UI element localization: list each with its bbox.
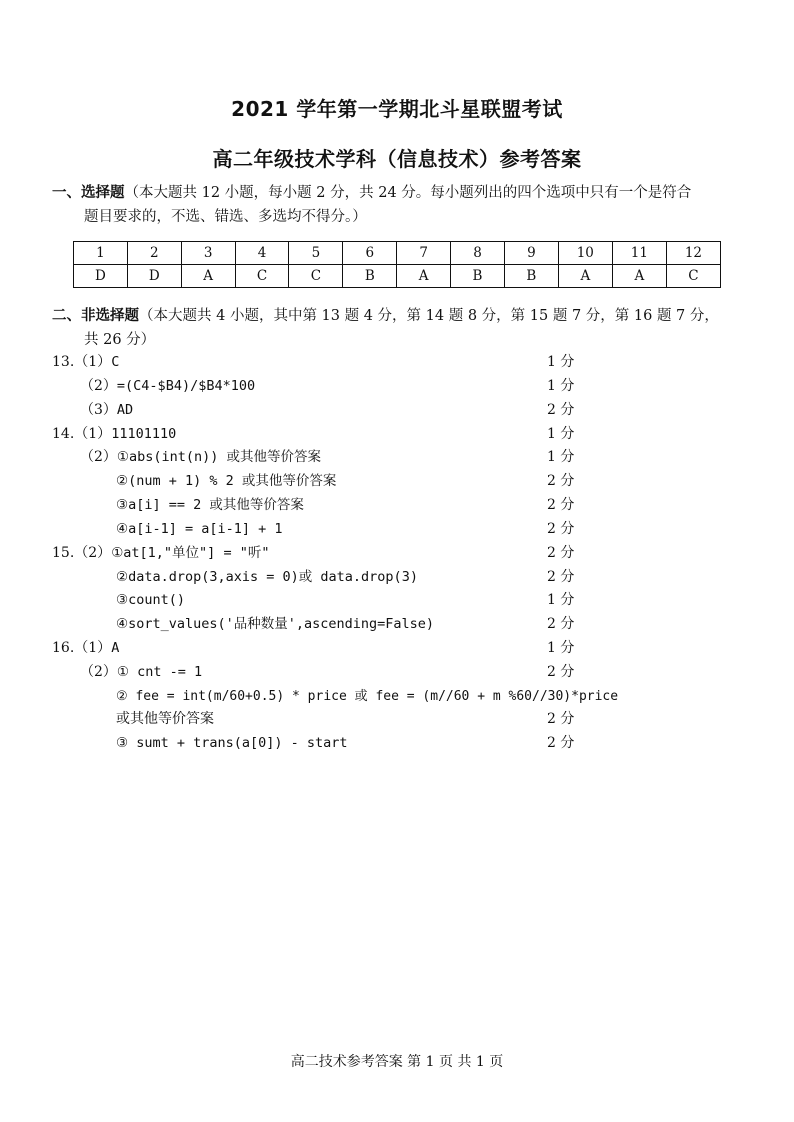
points: 2 分 (547, 402, 575, 418)
points: 2 分 (547, 664, 575, 680)
answer-cell: A (397, 265, 451, 288)
answer-text: C (111, 354, 120, 370)
answer-line (80, 374, 255, 398)
question-number: 13. (52, 354, 75, 370)
answer-text: ③count() (116, 592, 185, 608)
points: 2 分 (547, 497, 575, 513)
answer-line (80, 660, 202, 684)
section1-heading: 一、选择题 (52, 185, 125, 201)
sub-label: （2） (80, 449, 117, 465)
answer-line (52, 636, 119, 660)
page-footer: 高二技术参考答案 第 1 页 共 1 页 (290, 1054, 504, 1070)
sub-label: （2） (74, 545, 112, 561)
points: 2 分 (547, 545, 575, 561)
points: 2 分 (547, 521, 575, 537)
answer-cell: A (612, 265, 666, 288)
points: 2 分 (547, 473, 575, 489)
answer-text: 11101110 (111, 426, 177, 442)
points: 1 分 (547, 354, 575, 370)
answer-text: =(C4-$B4)/$B4*100 (116, 378, 256, 394)
section1-desc-line2: 题目要求的，不选、错选、多选均不得分。） (84, 209, 367, 225)
answer-row (74, 265, 721, 288)
answer-text: ② fee = int(m/60+0.5) * price 或 fee = (m//60 + m %60//30)*price (116, 689, 619, 704)
answer-line (116, 731, 348, 755)
answer-line (116, 612, 434, 636)
points: 1 分 (547, 640, 575, 656)
question-number-cell: 4 (235, 242, 289, 265)
points: 2 分 (547, 616, 575, 632)
answer-line (116, 707, 214, 731)
answer-text: AD (116, 402, 134, 418)
section1-intro (52, 181, 752, 229)
sub-label: （3） (80, 402, 117, 418)
answer-cell: C (235, 265, 289, 288)
answer-cell: C (666, 265, 720, 288)
answer-line (116, 493, 304, 517)
question-number: 16. (52, 640, 75, 656)
question-number-row (74, 242, 721, 265)
section2-desc-line2: 共 26 分） (84, 332, 156, 348)
answer-text: ④sort_values('品种数量',ascending=False) (116, 616, 435, 632)
answer-text: ③ sumt + trans(a[0]) - start (116, 735, 348, 751)
points: 2 分 (547, 735, 575, 751)
answer-cell: B (343, 265, 397, 288)
sub-label: （2） (80, 378, 117, 394)
question-number-cell: 2 (127, 242, 181, 265)
answer-cell: D (127, 265, 181, 288)
answer-line (116, 588, 185, 612)
answer-key-subtitle: 高二年级技术学科（信息技术）参考答案 (212, 147, 582, 171)
exam-title: 2021 学年第一学期北斗星联盟考试 (231, 97, 563, 121)
points: 1 分 (547, 378, 575, 394)
answer-line (52, 541, 269, 565)
answer-cell: A (181, 265, 235, 288)
points: 1 分 (547, 426, 575, 442)
section2-intro (52, 304, 752, 352)
answer-line (52, 350, 119, 374)
sub-label: （2） (80, 664, 117, 680)
choice-answer-table (73, 241, 721, 288)
points: 1 分 (547, 449, 575, 465)
answer-text: ②data.drop(3,axis = 0)或 data.drop(3) (116, 569, 418, 585)
answer-text: 或其他等价答案 (116, 711, 214, 727)
answer-text: ①at[1,"单位"] = "听" (111, 545, 270, 561)
answer-cell: D (74, 265, 128, 288)
answer-text: ① cnt -= 1 (116, 664, 203, 680)
answer-cell: B (451, 265, 505, 288)
section2-heading: 二、非选择题 (52, 308, 139, 324)
answer-cell: B (504, 265, 558, 288)
sub-label: （1） (74, 426, 112, 442)
answer-line (80, 445, 321, 469)
question-number-cell: 6 (343, 242, 397, 265)
sub-label: （1） (74, 354, 112, 370)
question-number-cell: 7 (397, 242, 451, 265)
answer-text: ③a[i] == 2 或其他等价答案 (116, 497, 304, 513)
answer-text: A (111, 640, 120, 656)
question-number: 14. (52, 426, 75, 442)
answer-line (116, 565, 418, 589)
answer-cell: C (289, 265, 343, 288)
question-number-cell: 10 (558, 242, 612, 265)
question-number-cell: 9 (504, 242, 558, 265)
question-number-cell: 5 (289, 242, 343, 265)
question-number-cell: 11 (612, 242, 666, 265)
sub-label: （1） (74, 640, 112, 656)
answer-cell: A (558, 265, 612, 288)
answer-line (116, 684, 618, 708)
answer-line (116, 517, 283, 541)
answer-line (52, 422, 176, 446)
question-number: 15. (52, 545, 75, 561)
answer-line (116, 469, 336, 493)
answer-text: ①abs(int(n)) 或其他等价答案 (116, 449, 322, 465)
answer-text: ④a[i-1] = a[i-1] + 1 (116, 521, 283, 537)
question-number-cell: 8 (451, 242, 505, 265)
points: 2 分 (547, 711, 575, 727)
question-number-cell: 1 (74, 242, 128, 265)
answer-text: ②(num + 1) % 2 或其他等价答案 (116, 473, 337, 489)
question-number-cell: 3 (181, 242, 235, 265)
answer-line (80, 398, 133, 422)
section2-desc-line1: （本大题共 4 小题，其中第 13 题 4 分，第 14 题 8 分，第 15 题 7 分，第 16 题 7 分， (139, 308, 719, 324)
section1-desc-line1: （本大题共 12 小题，每小题 2 分，共 24 分。每小题列出的四个选项中只有一个是符合 (124, 185, 692, 201)
points: 1 分 (547, 592, 575, 608)
question-number-cell: 12 (666, 242, 720, 265)
points: 2 分 (547, 569, 575, 585)
